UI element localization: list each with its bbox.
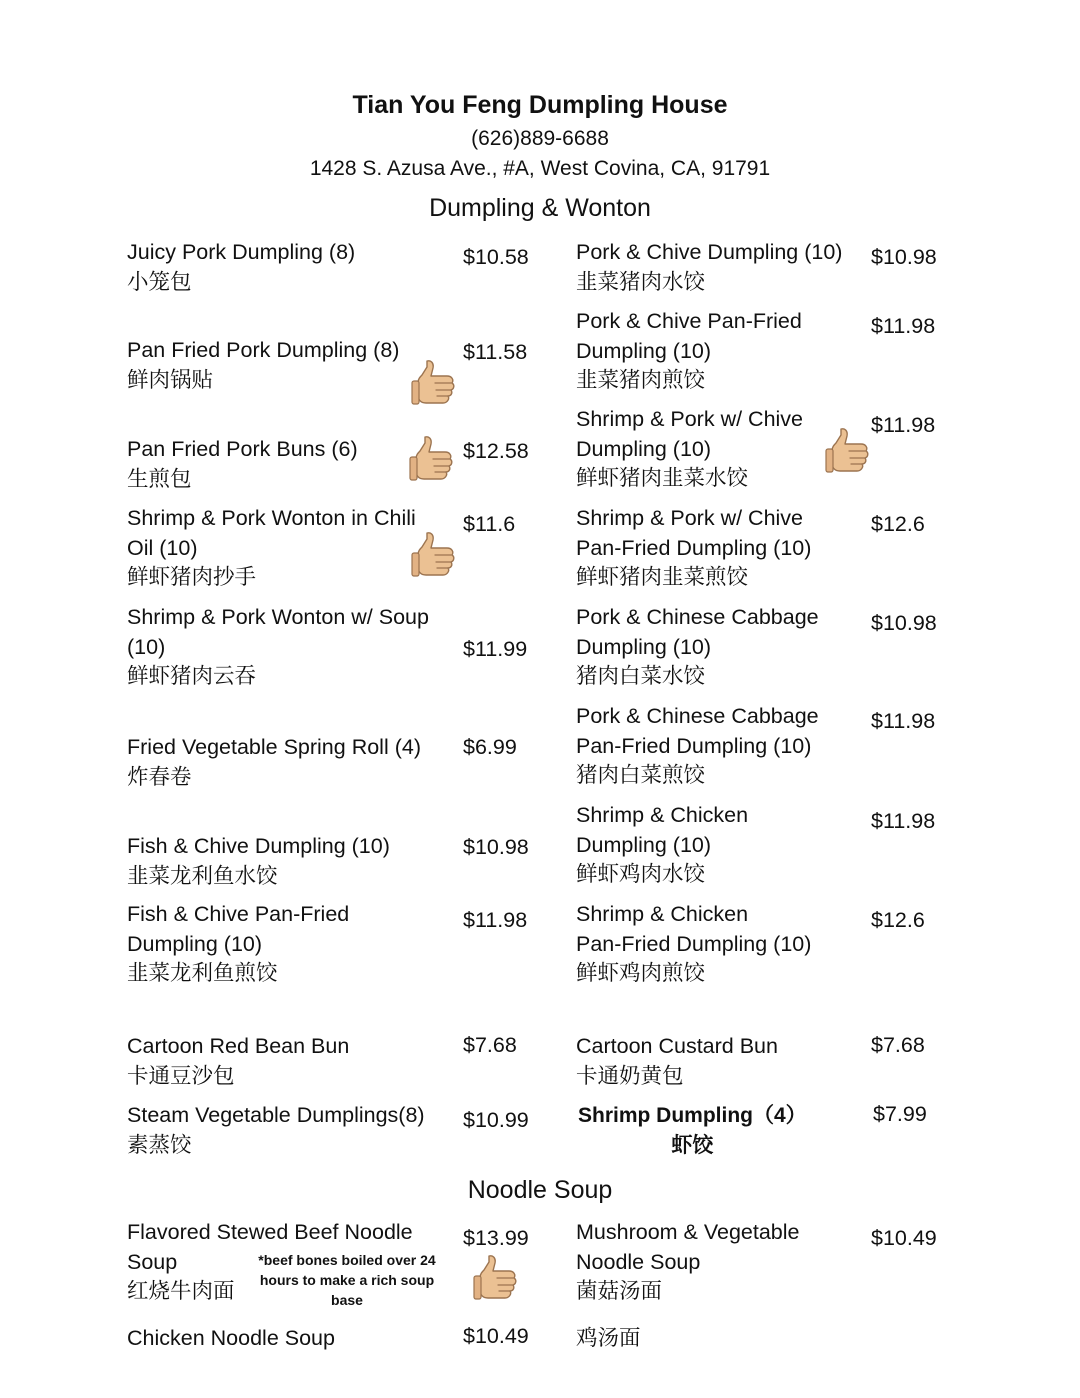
item-name-line: Shrimp & Pork w/ Chive — [576, 506, 804, 530]
menu-item-shrimp-pork-wonton-chili — [127, 504, 416, 593]
thumbs-up-icon — [409, 358, 457, 408]
item-name-line: Shrimp & Pork Wonton in Chili — [127, 506, 416, 530]
item-chinese-name: 鲜虾猪肉韭菜水饺 — [576, 466, 749, 490]
price-cartoon-red-bean-bun: $7.68 — [463, 1033, 517, 1057]
item-name-line: Pork & Chive Pan-Fried — [576, 309, 802, 333]
menu-item-pork-cabbage-dumpling — [576, 603, 819, 692]
item-chinese-name: 红烧牛肉面 — [127, 1279, 235, 1303]
item-chinese-name: 鲜虾猪肉抄手 — [127, 565, 257, 589]
item-name-line: Mushroom & Vegetable — [576, 1220, 800, 1244]
price-shrimp-chicken-pan-fried: $12.6 — [871, 908, 925, 932]
menu-item-juicy-pork-dumpling — [127, 238, 355, 297]
price-shrimp-pork-chive-pan-fried: $12.6 — [871, 512, 925, 536]
price-juicy-pork-dumpling: $10.58 — [463, 245, 529, 269]
price-steam-vegetable-dumplings: $10.99 — [463, 1108, 529, 1132]
menu-item-cartoon-red-bean-bun — [127, 1032, 349, 1091]
item-name-line: Dumpling (10) — [576, 338, 712, 363]
price-shrimp-chicken-dumpling: $11.98 — [871, 809, 936, 833]
item-chinese-name: 鲜肉锅贴 — [127, 367, 214, 392]
item-chinese-name: 韭菜龙利鱼煎饺 — [127, 961, 278, 985]
item-name-line: Chicken Noodle Soup — [127, 1326, 335, 1350]
menu-item-shrimp-pork-wonton-soup — [127, 603, 429, 692]
item-chinese-name: 韭菜猪肉水饺 — [576, 269, 706, 294]
item-chinese-name: 卡通奶黄包 — [576, 1063, 684, 1088]
item-name-line: Dumpling (10) — [576, 436, 712, 461]
restaurant-name: Tian You Feng Dumpling House — [352, 91, 728, 119]
item-chinese-name: 卡通豆沙包 — [127, 1063, 235, 1088]
section-title-dumpling-wonton: Dumpling & Wonton — [429, 194, 651, 222]
price-shrimp-pork-wonton-chili: $11.6 — [463, 512, 516, 536]
thumbs-up-icon — [407, 434, 455, 484]
price-pork-cabbage-pan-fried: $11.98 — [871, 709, 936, 733]
menu-item-fish-chive-dumpling — [127, 832, 390, 891]
item-chinese-name: 鸡汤面 — [576, 1326, 641, 1350]
thumbs-up-icon — [409, 530, 457, 580]
item-chinese-name: 鲜虾猪肉韭菜煎饺 — [576, 565, 749, 589]
item-name-line: Juicy Pork Dumpling (8) — [127, 240, 356, 264]
item-name-line: Shrimp & Pork w/ Chive — [576, 407, 804, 431]
price-pan-fried-pork-dumpling: $11.58 — [463, 340, 528, 364]
price-fish-chive-dumpling: $10.98 — [463, 835, 529, 859]
item-chinese-name: 鲜虾鸡肉煎饺 — [576, 961, 706, 985]
item-name-line: Flavored Stewed Beef Noodle — [127, 1220, 413, 1244]
menu-item-mushroom-vegetable-noodle-soup — [576, 1218, 800, 1307]
price-beef-noodle-soup: $13.99 — [463, 1226, 529, 1250]
price-mushroom-vegetable-noodle-soup: $10.49 — [871, 1226, 937, 1250]
item-name-line: Dumpling (10) — [576, 832, 712, 857]
item-chinese-name: 菌菇汤面 — [576, 1279, 663, 1303]
price-shrimp-pork-wonton-soup: $11.99 — [463, 637, 528, 661]
item-chinese-name: 炸春卷 — [127, 764, 192, 789]
price-pork-chive-dumpling: $10.98 — [871, 245, 937, 269]
item-name-line: Shrimp & Chicken — [576, 803, 749, 827]
item-name-line: Pan-Fried Dumpling (10) — [576, 931, 812, 956]
item-name-line: Pork & Chinese Cabbage — [576, 605, 819, 629]
menu-item-steam-vegetable-dumplings — [127, 1101, 425, 1160]
price-pan-fried-pork-buns: $12.58 — [463, 439, 529, 463]
menu-item-fish-chive-pan-fried — [127, 900, 349, 989]
item-name-line: Pan Fried Pork Dumpling (8) — [127, 338, 400, 362]
item-name-line: Shrimp & Chicken — [576, 902, 749, 926]
item-chinese-name: 生煎包 — [127, 466, 192, 491]
item-name-line: Pork & Chinese Cabbage — [576, 704, 819, 728]
beef-noodle-note: *beef bones boiled over 24 hours to make a rich soup base — [258, 1252, 436, 1308]
item-chinese-name: 素蒸饺 — [127, 1132, 192, 1157]
item-chinese-name: 猪肉白菜煎饺 — [576, 763, 706, 787]
menu-header — [0, 86, 1080, 184]
menu-item-pork-cabbage-pan-fried — [576, 702, 819, 791]
price-fried-vegetable-spring-roll: $6.99 — [463, 735, 517, 759]
item-name-line: (10) — [127, 634, 166, 659]
menu-item-shrimp-chicken-dumpling — [576, 801, 748, 890]
item-name-line: Pan-Fried Dumpling (10) — [576, 535, 812, 560]
section-title-noodle-soup: Noodle Soup — [467, 1176, 613, 1204]
item-chinese-name: 猪肉白菜水饺 — [576, 664, 706, 688]
item-name-line: Cartoon Red Bean Bun — [127, 1034, 350, 1058]
menu-item-pan-fried-pork-buns — [127, 435, 358, 494]
item-name-line: Shrimp Dumpling（4） — [578, 1104, 807, 1127]
item-name-line: Soup — [127, 1249, 178, 1274]
price-pork-chive-pan-fried: $11.98 — [871, 314, 936, 338]
price-pork-cabbage-dumpling: $10.98 — [871, 611, 937, 635]
item-chinese-name: 鲜虾猪肉云吞 — [127, 664, 257, 688]
item-name-line: Pan-Fried Dumpling (10) — [576, 733, 812, 758]
item-name-line: Cartoon Custard Bun — [576, 1034, 778, 1058]
menu-item-shrimp-chicken-pan-fried — [576, 900, 811, 989]
menu-item-pork-chive-pan-fried — [576, 307, 802, 396]
item-chinese-name: 韭菜猪肉煎饺 — [576, 368, 706, 392]
item-name-line: Oil (10) — [127, 535, 198, 560]
item-name-line: Noodle Soup — [576, 1249, 701, 1274]
price-shrimp-pork-chive-dumpling: $11.98 — [871, 413, 936, 437]
menu-item-shrimp-dumpling — [578, 1101, 807, 1160]
item-name-line: Shrimp & Pork Wonton w/ Soup — [127, 605, 429, 629]
menu-item-pan-fried-pork-dumpling — [127, 336, 399, 395]
menu-item-shrimp-pork-chive-pan-fried — [576, 504, 811, 593]
item-name-line: Fried Vegetable Spring Roll (4) — [127, 735, 421, 759]
menu-item-shrimp-pork-chive-dumpling — [576, 405, 803, 494]
price-cartoon-custard-bun: $7.68 — [871, 1033, 925, 1057]
item-name-line: Fish & Chive Dumpling (10) — [127, 834, 390, 858]
price-shrimp-dumpling: $7.99 — [873, 1102, 927, 1126]
restaurant-address: 1428 S. Azusa Ave., #A, West Covina, CA, 91791 — [309, 157, 771, 180]
item-name-line: Fish & Chive Pan-Fried — [127, 902, 350, 926]
item-chinese-name: 鲜虾鸡肉水饺 — [576, 862, 706, 886]
item-name-line: Dumpling (10) — [576, 634, 712, 659]
item-name-line: Pan Fried Pork Buns (6) — [127, 437, 358, 461]
menu-item-cartoon-custard-bun — [576, 1032, 778, 1091]
item-chinese-name: 小笼包 — [127, 269, 192, 294]
item-name-line: Dumpling (10) — [127, 931, 263, 956]
price-fish-chive-pan-fried: $11.98 — [463, 908, 528, 932]
price-chicken-noodle-soup: $10.49 — [463, 1324, 529, 1348]
restaurant-phone: (626)889-6688 — [471, 127, 609, 150]
item-chinese-name: 韭菜龙利鱼水饺 — [127, 863, 278, 888]
item-name-line: Pork & Chive Dumpling (10) — [576, 240, 843, 264]
menu-item-pork-chive-dumpling — [576, 238, 842, 297]
item-chinese-name: 虾饺 — [671, 1133, 714, 1157]
item-name-line: Steam Vegetable Dumplings(8) — [127, 1103, 425, 1127]
menu-item-fried-vegetable-spring-roll — [127, 733, 421, 792]
thumbs-up-icon — [471, 1253, 519, 1303]
thumbs-up-icon — [823, 426, 871, 476]
